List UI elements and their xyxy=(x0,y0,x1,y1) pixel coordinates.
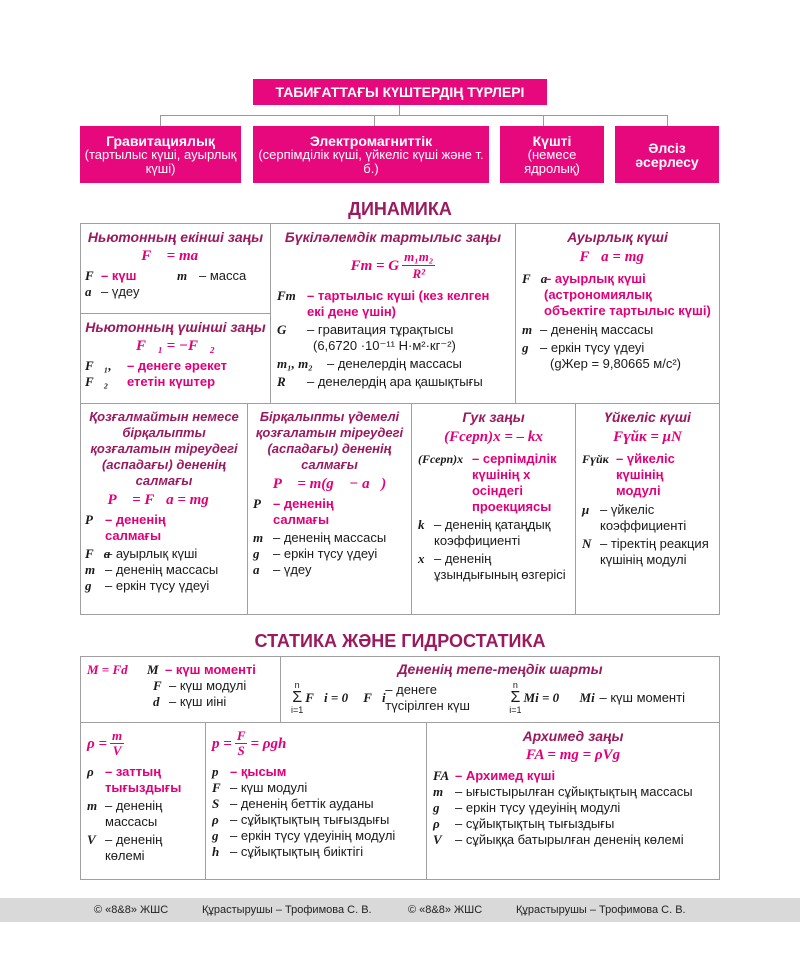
symbol: FA xyxy=(433,768,450,783)
gravity-constant-value: (6,6720 ·10⁻¹¹ Н·м²·кг⁻²) xyxy=(313,338,456,353)
page-title: ТАБИҒАТТАҒЫ КҮШТЕРДІҢ ТҮРЛЕРІ xyxy=(253,79,547,105)
pressure-cell xyxy=(205,722,427,880)
cell-title: Ньютонның екінші заңы xyxy=(87,229,264,245)
symbol: F⃗а xyxy=(522,271,548,286)
definition: – денелердің массасы xyxy=(327,356,462,371)
formula: F⃗а = mg⃗ xyxy=(579,249,656,265)
definition: – күш иіні xyxy=(169,694,227,709)
definition: – үйкеліс күшінің модулі xyxy=(616,451,675,498)
definition: – сұйыққа батырылған дененің көлемі xyxy=(455,832,684,847)
category-name: Күшті xyxy=(532,132,572,149)
formula: Fүйк = μN xyxy=(613,429,682,445)
footer-copyright: © «8&8» ЖШС xyxy=(408,904,483,916)
definition: – Архимед күші xyxy=(455,768,556,783)
symbol: g⃗ xyxy=(253,546,270,561)
symbol: k xyxy=(418,517,425,532)
definition: – заттың тығыздығы xyxy=(105,764,182,795)
cell-title: Ауырлық күші xyxy=(567,229,668,245)
symbol: M xyxy=(147,662,159,677)
symbol: p xyxy=(212,764,219,779)
hooke-law-cell xyxy=(411,403,576,615)
tree-connector xyxy=(160,115,668,116)
definition: – сұйықтықтың биіктігі xyxy=(230,844,364,859)
symbol: F⃗i xyxy=(363,690,386,705)
symbol: S xyxy=(212,796,220,811)
definition: – еркін түсу үдеуі xyxy=(540,340,645,355)
tree-connector xyxy=(160,115,161,126)
definition: – дененің көлемі xyxy=(105,832,163,863)
definition: – масса xyxy=(199,268,247,283)
symbol: Fт xyxy=(277,288,296,303)
symbol: F⃗ xyxy=(85,268,104,283)
symbol: V xyxy=(87,832,96,847)
definition: – қысым xyxy=(230,764,287,779)
sum-icon: n Σ i=1 xyxy=(291,680,304,715)
category-name: Электромагниттік xyxy=(309,132,433,149)
cell-title: Ньютонның үшінші заңы xyxy=(85,319,266,335)
definition: – дененің массасы xyxy=(105,562,219,577)
newton-second-law-cell xyxy=(80,223,271,314)
symbol: m xyxy=(85,562,96,577)
category-sub: (тартылыс күші, ауырлық күші) xyxy=(84,146,237,176)
cell-title: Бүкіләлемдік тартылыс заңы xyxy=(284,229,502,245)
friction-force-cell xyxy=(575,403,720,615)
formula xyxy=(277,249,509,282)
sum-top: n xyxy=(294,680,300,690)
symbol: (Fсерп)x xyxy=(418,452,464,466)
formula: F⃗ = ma⃗ xyxy=(141,248,210,264)
newton-third-law-cell xyxy=(80,313,271,404)
archimedes-law-cell xyxy=(426,722,720,880)
symbol: P⃗ xyxy=(253,496,272,511)
symbol: m₁, m₂ xyxy=(277,356,313,371)
symbol: m xyxy=(177,268,188,283)
definition: – ығыстырылған сұйықтықтың массасы xyxy=(455,784,693,799)
definition: – еркін түсу үдеуінің модулі xyxy=(230,828,396,843)
tree-connector xyxy=(667,115,668,126)
symbol: V xyxy=(433,832,442,847)
formula-denominator: S xyxy=(237,743,245,758)
category-weak xyxy=(615,126,719,183)
universal-gravitation-cell xyxy=(270,223,516,404)
formula xyxy=(212,729,420,758)
definition: – дененің массасы xyxy=(105,798,163,829)
category-sub: (немесе ядролық) xyxy=(524,146,580,176)
symbol: F xyxy=(212,780,221,795)
footer-author: Құрастырушы – Трофимова С. В. xyxy=(202,904,372,916)
category-strong xyxy=(500,126,604,183)
density-cell xyxy=(80,722,206,880)
formula: P⃗ = m(g⃗ − a⃗) xyxy=(272,476,387,492)
symbol: a⃗ xyxy=(85,284,102,299)
formula: FA = mg = ρVg xyxy=(525,747,621,763)
symbol: ρ xyxy=(87,764,94,779)
tree-connector xyxy=(399,105,400,115)
definition: – күш моменті xyxy=(599,690,685,705)
sum-icon: n Σ i=1 xyxy=(509,680,522,715)
formula: (Fсерп)x = – kx xyxy=(444,429,543,445)
weight-accelerating-cell xyxy=(247,403,412,615)
definition: – дененің массасы xyxy=(540,322,654,337)
category-name: Гравитациялық xyxy=(106,132,215,149)
cell-title: Дененің тепе-теңдік шарты xyxy=(397,661,603,677)
cell-title: Архимед заңы xyxy=(522,728,624,744)
symbol: Fүйк xyxy=(582,452,609,466)
footer xyxy=(0,898,800,922)
definition: – денеге түсірілген күш xyxy=(385,682,470,713)
category-electromagnetic xyxy=(253,126,489,183)
symbol: g⃗ xyxy=(522,340,539,355)
cell-title: Қозғалмайтын немесе бірқалыпты қозғалатын тіреудегі (аспадағы) дененің салмағы xyxy=(89,409,239,488)
symbol: F⃗а xyxy=(85,546,111,561)
symbol: m xyxy=(87,798,98,813)
definition: – күш модулі xyxy=(230,780,308,795)
formula xyxy=(87,729,199,758)
symbol: μ xyxy=(582,502,590,517)
symbol: m xyxy=(253,530,264,545)
formula-left: ρ = xyxy=(87,735,108,752)
definition: – күш моменті xyxy=(165,662,256,677)
definition: – еркін түсу үдеуінің модулі xyxy=(455,800,621,815)
category-gravitational xyxy=(80,126,241,183)
symbol: ρ xyxy=(212,812,219,827)
definition: – күш модулі xyxy=(169,678,247,693)
definition: – гравитация тұрақтысы xyxy=(307,322,454,337)
sum-force-formula: F⃗i = 0 xyxy=(305,690,349,705)
symbol: m xyxy=(522,322,533,337)
weight-rest-cell xyxy=(80,403,248,615)
definition: – ауырлық күші (астрономиялық объектіге тартылыс күші) xyxy=(544,271,711,318)
section-title-dynamics: ДИНАМИКА xyxy=(348,199,452,219)
definition: – денелердің ара қашықтығы xyxy=(307,374,483,389)
definition: – үйкеліс коэффициенті xyxy=(600,502,687,533)
definition: – дененің беттік ауданы xyxy=(230,796,374,811)
definition: – ауырлық күші xyxy=(105,546,198,561)
symbol: F xyxy=(153,678,162,693)
definition: – үдеу xyxy=(101,284,140,299)
cell-title: Үйкеліс күші xyxy=(604,409,691,425)
definition: – тартылыс күші (кез келген екі дене үшін) xyxy=(307,288,490,319)
formula: F⃗₁ = −F⃗₂ xyxy=(136,338,215,354)
category-sub: (серпімділік күші, үйкеліс күші және т. б.) xyxy=(258,146,484,176)
cell-title: Гук заңы xyxy=(462,409,525,425)
cell-title: Бірқалыпты үдемелі қозғалатын тіреудегі (аспадағы) дененің салмағы xyxy=(255,409,404,472)
symbol: g xyxy=(212,828,219,843)
footer-author: Құрастырушы – Трофимова С. В. xyxy=(516,904,686,916)
tree-connector xyxy=(543,115,544,126)
symbol: x xyxy=(418,551,425,566)
symbol: m xyxy=(433,784,444,799)
footer-copyright: © «8&8» ЖШС xyxy=(94,904,169,916)
symbol: P⃗ xyxy=(85,512,104,527)
equilibrium-cell xyxy=(280,656,720,723)
definition: – тіректің реакция күшінің модулі xyxy=(600,536,709,567)
sum-top: n xyxy=(512,680,518,690)
gravity-force-cell xyxy=(515,223,720,404)
tree-connector xyxy=(374,115,375,126)
symbol: g xyxy=(433,800,440,815)
definition: – сұйықтықтың тығыздығы xyxy=(455,816,615,831)
symbol: ρ xyxy=(433,816,440,831)
formula-left: Fт = G xyxy=(350,257,400,274)
symbol: g⃗ xyxy=(85,578,102,593)
definition: – сұйықтықтың тығыздығы xyxy=(230,812,390,827)
sum-bottom: i=1 xyxy=(509,705,522,715)
formula-numerator: m xyxy=(112,728,123,743)
section-title-statics: СТАТИКА ЖӘНЕ ГИДРОСТАТИКА xyxy=(254,631,546,651)
formula: M = Fd xyxy=(87,662,128,677)
symbol: N xyxy=(582,536,592,551)
symbol: G xyxy=(277,322,287,337)
symbol: a⃗ xyxy=(253,562,270,577)
definition: – дененің қатаңдық коэффициенті xyxy=(434,517,551,548)
definition: – күш xyxy=(101,268,137,283)
earth-gravity-value: (gЖер = 9,80665 м/с²) xyxy=(550,356,681,371)
formula-denominator: R² xyxy=(412,266,426,281)
moment-cell xyxy=(80,656,281,723)
definition: – еркін түсу үдеуі xyxy=(105,578,210,593)
sum-bottom: i=1 xyxy=(291,705,304,715)
definition: – дененің салмағы xyxy=(273,496,334,527)
definition: – дененің ұзындығының өзгерісі xyxy=(434,551,566,582)
category-name: Әлсіз әсерлесу xyxy=(635,139,699,170)
formula-left: p = xyxy=(212,735,232,752)
formula-denominator: V xyxy=(112,743,122,758)
formula-numerator: F xyxy=(236,728,246,743)
sum-moment-formula: Mi = 0 xyxy=(523,690,560,705)
symbol: h xyxy=(212,844,220,859)
formula-right: = ρgh xyxy=(250,735,287,752)
definition: – еркін түсу үдеуі xyxy=(273,546,378,561)
symbol: Mi xyxy=(579,690,595,705)
definition: – денеге әрекет ететін күштер xyxy=(127,358,227,389)
definition: – серпімділік күшінің x осіндегі проекциясы xyxy=(472,451,557,514)
definition: – дененің массасы xyxy=(273,530,387,545)
definition: – үдеу xyxy=(273,562,312,577)
symbol: R xyxy=(277,374,286,389)
symbol: d xyxy=(153,694,160,709)
formula: P⃗ = F⃗а = mg⃗ xyxy=(107,492,221,508)
formula-numerator: m₁m₂ xyxy=(404,249,434,264)
definition: – дененің салмағы xyxy=(105,512,166,543)
symbol: F⃗₁, F⃗₂ xyxy=(85,358,112,389)
